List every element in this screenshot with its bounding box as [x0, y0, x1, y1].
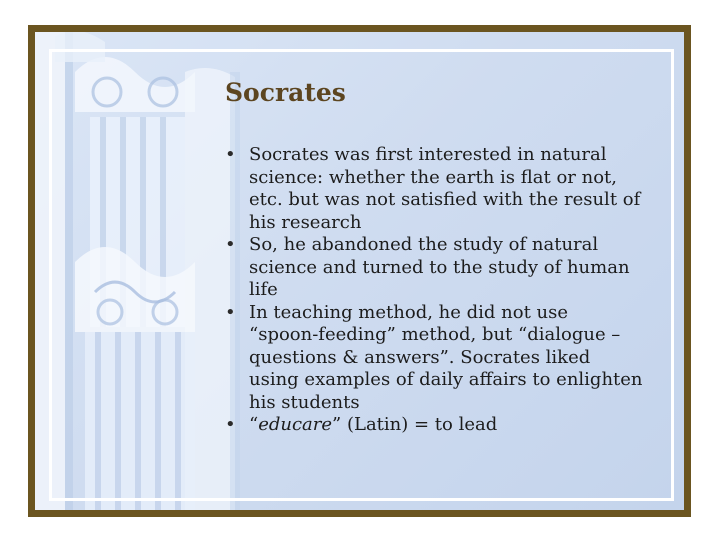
bullet-item: • So, he abandoned the study of natural science and turned to the study of human life: [223, 234, 643, 302]
bullet-list: [223, 144, 643, 437]
latin-term: educare: [258, 414, 333, 435]
bullet-item: [223, 414, 643, 437]
bullet-item: • In teaching method, he did not use “spoon-feeding” method, but “dialogue – questions & answers”. Socrates liked using examples of daily affairs to enlighten his students: [223, 302, 643, 415]
bullet-item: • Socrates was first interested in natural science: whether the earth is flat or not, etc. but was not satisfied with the result of his research: [223, 144, 643, 234]
slide-title: Socrates: [225, 78, 346, 107]
bullet-remainder: ” (Latin) = to lead: [332, 414, 498, 435]
slide: [28, 25, 691, 517]
open-quote: “: [249, 414, 259, 435]
